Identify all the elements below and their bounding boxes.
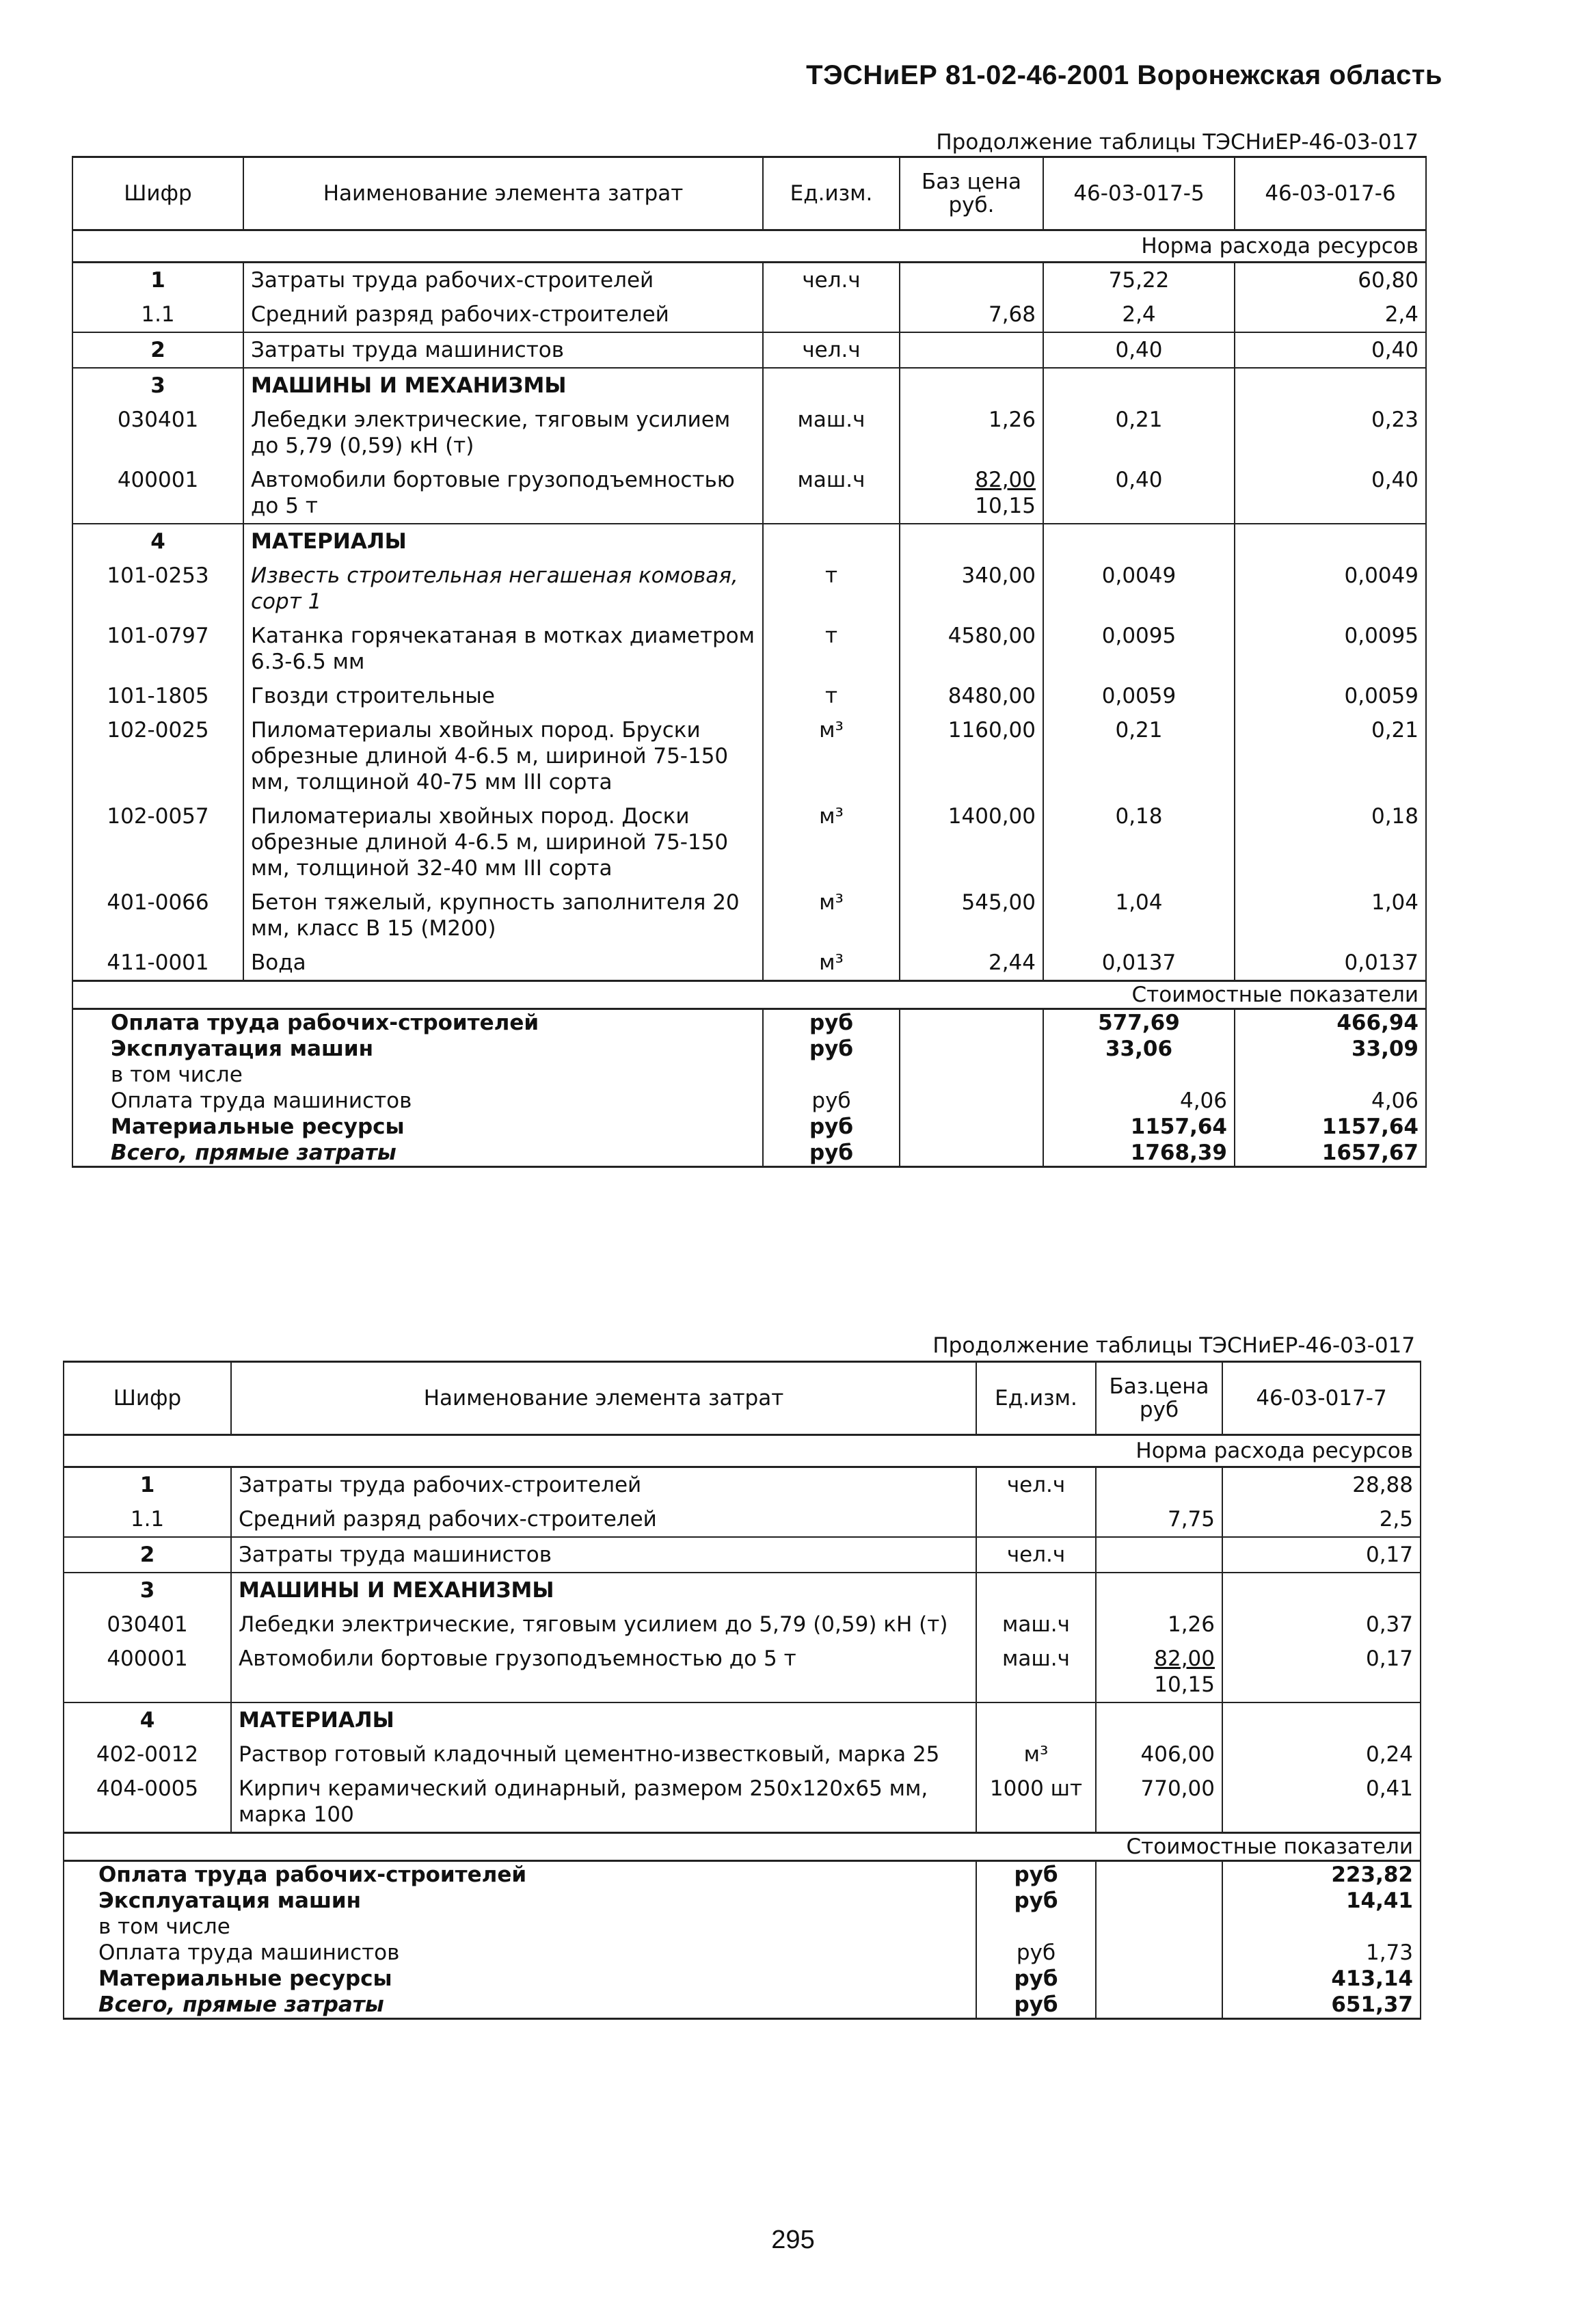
cost-unit: руб: [763, 1009, 900, 1037]
row-value-6: 0,21: [1235, 713, 1426, 799]
row-value-5: 0,40: [1043, 463, 1235, 524]
row-value-7: 0,37: [1222, 1607, 1421, 1642]
row-code: 102-0025: [72, 713, 243, 799]
row-code: 102-0057: [72, 799, 243, 885]
row-price: [900, 263, 1043, 298]
cost-value-5: 1768,39: [1043, 1140, 1235, 1167]
row-name: Вода: [243, 946, 763, 981]
table1-header-col6: 46-03-017-6: [1235, 157, 1426, 230]
table2: [63, 1361, 1421, 2020]
table2-header-row: [64, 1362, 1421, 1435]
row-value-6: 0,0137: [1235, 946, 1426, 981]
table1-header-name: Наименование элемента затрат: [243, 157, 763, 230]
row-price-top: 82,00: [975, 468, 1036, 492]
row-unit: т: [763, 619, 900, 679]
row-name: Бетон тяжелый, крупность заполнителя 20 мм, класс В 15 (М200): [243, 885, 763, 946]
row-unit: чел.ч: [976, 1537, 1096, 1573]
row-unit: маш.ч: [976, 1607, 1096, 1642]
cost-unit: руб: [763, 1036, 900, 1062]
cost-value-6: 466,94: [1235, 1009, 1426, 1037]
row-name: Затраты труда машинистов: [243, 332, 763, 368]
row-value-6: 2,4: [1235, 297, 1426, 332]
row-value-6: 0,0059: [1235, 679, 1426, 713]
table1-cost-label-row: [72, 981, 1426, 1009]
cost-name: Эксплуатация машин: [64, 1888, 976, 1914]
cost-name: Оплата труда рабочих-строителей: [72, 1009, 763, 1037]
row-price: [1096, 1642, 1222, 1702]
row-value-5: 0,0137: [1043, 946, 1235, 981]
row-price: [900, 463, 1043, 524]
row-value-6: 0,40: [1235, 332, 1426, 368]
row-value-5: 0,0059: [1043, 679, 1235, 713]
row-name: Гвозди строительные: [243, 679, 763, 713]
row-code: 2: [72, 332, 243, 368]
row-unit: м³: [763, 713, 900, 799]
row-price: 340,00: [900, 559, 1043, 619]
table-row: [72, 799, 1426, 885]
table-section-row: [64, 1702, 1421, 1737]
cost-name: Материальные ресурсы: [72, 1114, 763, 1140]
row-price-bottom: 10,15: [1154, 1672, 1215, 1697]
cost-row: [64, 1914, 1421, 1940]
row-unit: м³: [763, 799, 900, 885]
table1-header-price: [900, 157, 1043, 230]
row-value-5: 75,22: [1043, 263, 1235, 298]
table-row: [72, 559, 1426, 619]
row-value-6: 0,0095: [1235, 619, 1426, 679]
row-code: 1.1: [64, 1502, 231, 1537]
table-row: [72, 885, 1426, 946]
row-value-7: 0,17: [1222, 1537, 1421, 1573]
row-price: 8480,00: [900, 679, 1043, 713]
row-unit: [976, 1502, 1096, 1537]
section-title: МАТЕРИАЛЫ: [231, 1702, 976, 1737]
table-row: [64, 1737, 1421, 1772]
section-title: МАТЕРИАЛЫ: [243, 524, 763, 559]
row-price-top: 82,00: [1154, 1646, 1215, 1671]
row-unit: [763, 297, 900, 332]
row-price: 1160,00: [900, 713, 1043, 799]
row-name: Затраты труда рабочих-строителей: [231, 1467, 976, 1503]
cost-unit: руб: [976, 1940, 1096, 1966]
table2-continuation-caption: Продолжение таблицы ТЭСНиЕР-46-03-017: [932, 1333, 1415, 1358]
row-price-bottom: 10,15: [975, 494, 1036, 518]
row-value-6: 60,80: [1235, 263, 1426, 298]
row-value-5: 0,40: [1043, 332, 1235, 368]
row-price: [900, 332, 1043, 368]
row-value-5: 0,0049: [1043, 559, 1235, 619]
row-value-6: 0,40: [1235, 463, 1426, 524]
row-value-7: 0,41: [1222, 1772, 1421, 1833]
row-code: 101-1805: [72, 679, 243, 713]
table-row: [72, 679, 1426, 713]
section-code: 3: [64, 1573, 231, 1607]
row-code: 404-0005: [64, 1772, 231, 1833]
table-row: [64, 1467, 1421, 1503]
table-row: [64, 1607, 1421, 1642]
row-price: 4580,00: [900, 619, 1043, 679]
row-price: 770,00: [1096, 1772, 1222, 1833]
row-value-7: 2,5: [1222, 1502, 1421, 1537]
row-code: 400001: [72, 463, 243, 524]
cost-value-7: 413,14: [1222, 1966, 1421, 1992]
row-code: 101-0253: [72, 559, 243, 619]
table1-norm-label: Норма расхода ресурсов: [72, 230, 1426, 263]
row-code: 1: [64, 1467, 231, 1503]
cost-unit: руб: [976, 1966, 1096, 1992]
cost-value-5: 1157,64: [1043, 1114, 1235, 1140]
cost-row: [64, 1940, 1421, 1966]
section-code: 4: [72, 524, 243, 559]
table1-header-price-line2: руб.: [948, 193, 995, 217]
row-name: Раствор готовый кладочный цементно-известковый, марка 25: [231, 1737, 976, 1772]
cost-name: в том числе: [64, 1914, 976, 1940]
row-value-6: 1,04: [1235, 885, 1426, 946]
table1-norm-row: [72, 230, 1426, 263]
row-value-6: 0,18: [1235, 799, 1426, 885]
row-price: 7,75: [1096, 1502, 1222, 1537]
row-code: 1.1: [72, 297, 243, 332]
section-title: МАШИНЫ И МЕХАНИЗМЫ: [231, 1573, 976, 1607]
row-unit: т: [763, 679, 900, 713]
row-unit: маш.ч: [763, 463, 900, 524]
row-unit: м³: [976, 1737, 1096, 1772]
table-row: [72, 332, 1426, 368]
row-unit: 1000 шт: [976, 1772, 1096, 1833]
cost-row: [64, 1888, 1421, 1914]
row-price: 7,68: [900, 297, 1043, 332]
table2-header-price-line2: руб: [1139, 1398, 1179, 1422]
row-price: 2,44: [900, 946, 1043, 981]
row-name: Пиломатериалы хвойных пород. Бруски обрезные длиной 4-6.5 м, шириной 75-150 мм, толщиной 40-75 мм III сорта: [243, 713, 763, 799]
cost-value-7: 223,82: [1222, 1861, 1421, 1888]
row-code: 030401: [72, 403, 243, 463]
table-row: [72, 713, 1426, 799]
cost-value-6: 33,09: [1235, 1036, 1426, 1062]
row-value-7: 0,17: [1222, 1642, 1421, 1702]
row-code: 030401: [64, 1607, 231, 1642]
cost-row: [72, 1140, 1426, 1167]
row-unit: чел.ч: [976, 1467, 1096, 1503]
cost-name: Всего, прямые затраты: [64, 1992, 976, 2019]
row-code: 401-0066: [72, 885, 243, 946]
row-price: 545,00: [900, 885, 1043, 946]
table1: [72, 156, 1427, 1168]
table-row: [72, 263, 1426, 298]
page-header-title: ТЭСНиЕР 81-02-46-2001 Воронежская область: [806, 60, 1442, 90]
cost-value-7: 651,37: [1222, 1992, 1421, 2019]
row-name: Пиломатериалы хвойных пород. Доски обрезные длиной 4-6.5 м, шириной 75-150 мм, толщиной 32-40 мм III сорта: [243, 799, 763, 885]
row-price: [1096, 1537, 1222, 1573]
row-unit: м³: [763, 885, 900, 946]
cost-row: [64, 1861, 1421, 1888]
cost-value-5: 33,06: [1043, 1036, 1235, 1062]
cost-unit: руб: [976, 1888, 1096, 1914]
row-name: Затраты труда рабочих-строителей: [243, 263, 763, 298]
table-row: [72, 946, 1426, 981]
row-unit: т: [763, 559, 900, 619]
table-row: [72, 297, 1426, 332]
cost-value-5: 4,06: [1043, 1088, 1235, 1114]
row-value-5: 1,04: [1043, 885, 1235, 946]
table-row: [64, 1537, 1421, 1573]
cost-row: [72, 1114, 1426, 1140]
page-number: 295: [771, 2226, 815, 2254]
row-code: 400001: [64, 1642, 231, 1702]
cost-value-6: 4,06: [1235, 1088, 1426, 1114]
cost-unit: руб: [763, 1088, 900, 1114]
table-row: [64, 1642, 1421, 1702]
row-unit: чел.ч: [763, 332, 900, 368]
cost-value-7: 1,73: [1222, 1940, 1421, 1966]
table2-header-price: [1096, 1362, 1222, 1435]
cost-row: [64, 1966, 1421, 1992]
row-value-6: 0,23: [1235, 403, 1426, 463]
table-section-row: [72, 368, 1426, 403]
table2-cost-label: Стоимостные показатели: [64, 1833, 1421, 1861]
cost-row: [72, 1036, 1426, 1062]
table1-cost-label: Стоимостные показатели: [72, 981, 1426, 1009]
table2-header-price-line1: Баз.цена: [1109, 1374, 1209, 1399]
row-code: 402-0012: [64, 1737, 231, 1772]
cost-unit: руб: [763, 1114, 900, 1140]
cost-name: Материальные ресурсы: [64, 1966, 976, 1992]
cost-row: [72, 1009, 1426, 1037]
row-value-5: 0,21: [1043, 713, 1235, 799]
row-price: 406,00: [1096, 1737, 1222, 1772]
row-unit: чел.ч: [763, 263, 900, 298]
row-name: Лебедки электрические, тяговым усилием до 5,79 (0,59) кН (т): [231, 1607, 976, 1642]
row-name: Автомобили бортовые грузоподъемностью до 5 т: [231, 1642, 976, 1702]
table1-header-code: Шифр: [72, 157, 243, 230]
cost-value-6: 1157,64: [1235, 1114, 1426, 1140]
table1-header-price-line1: Баз цена: [921, 170, 1022, 194]
table-row: [72, 403, 1426, 463]
row-name: Затраты труда машинистов: [231, 1537, 976, 1573]
row-name: Кирпич керамический одинарный, размером 250х120х65 мм, марка 100: [231, 1772, 976, 1833]
section-code: 3: [72, 368, 243, 403]
row-value-5: 2,4: [1043, 297, 1235, 332]
row-price: 1,26: [900, 403, 1043, 463]
cost-row: [72, 1062, 1426, 1088]
row-unit: маш.ч: [976, 1642, 1096, 1702]
cost-value-6: 1657,67: [1235, 1140, 1426, 1167]
row-price: 1,26: [1096, 1607, 1222, 1642]
row-value-7: 0,24: [1222, 1737, 1421, 1772]
cost-unit: руб: [763, 1140, 900, 1167]
table-row: [64, 1502, 1421, 1537]
section-code: 4: [64, 1702, 231, 1737]
cost-name: Оплата труда машинистов: [72, 1088, 763, 1114]
row-value-5: 0,21: [1043, 403, 1235, 463]
table2-header-col7: 46-03-017-7: [1222, 1362, 1421, 1435]
table-row: [72, 463, 1426, 524]
row-name: Автомобили бортовые грузоподъемностью до 5 т: [243, 463, 763, 524]
table2-norm-label: Норма расхода ресурсов: [64, 1435, 1421, 1467]
table2-cost-label-row: [64, 1833, 1421, 1861]
row-unit: маш.ч: [763, 403, 900, 463]
row-value-6: 0,0049: [1235, 559, 1426, 619]
row-code: 101-0797: [72, 619, 243, 679]
row-name: Лебедки электрические, тяговым усилием до 5,79 (0,59) кН (т): [243, 403, 763, 463]
cost-name: Оплата труда рабочих-строителей: [64, 1861, 976, 1888]
table2-norm-row: [64, 1435, 1421, 1467]
row-name: Катанка горячекатаная в мотках диаметром 6.3-6.5 мм: [243, 619, 763, 679]
table-row: [64, 1772, 1421, 1833]
row-price: 1400,00: [900, 799, 1043, 885]
cost-row: [72, 1088, 1426, 1114]
cost-name: в том числе: [72, 1062, 763, 1088]
row-value-7: 28,88: [1222, 1467, 1421, 1503]
row-name: Средний разряд рабочих-строителей: [231, 1502, 976, 1537]
cost-unit: руб: [976, 1992, 1096, 2019]
table2-header-name: Наименование элемента затрат: [231, 1362, 976, 1435]
row-code: 411-0001: [72, 946, 243, 981]
table-row: [72, 619, 1426, 679]
row-name: Известь строительная негашеная комовая, сорт 1: [243, 559, 763, 619]
row-code: 1: [72, 263, 243, 298]
section-title: МАШИНЫ И МЕХАНИЗМЫ: [243, 368, 763, 403]
cost-name: Оплата труда машинистов: [64, 1940, 976, 1966]
cost-value-7: 14,41: [1222, 1888, 1421, 1914]
row-value-5: 0,0095: [1043, 619, 1235, 679]
row-unit: м³: [763, 946, 900, 981]
cost-name: Всего, прямые затраты: [72, 1140, 763, 1167]
table1-header-row: [72, 157, 1426, 230]
row-price: [1096, 1467, 1222, 1503]
row-value-5: 0,18: [1043, 799, 1235, 885]
table-section-row: [72, 524, 1426, 559]
cost-name: Эксплуатация машин: [72, 1036, 763, 1062]
table2-header-unit: Ед.изм.: [976, 1362, 1096, 1435]
table1-header-col5: 46-03-017-5: [1043, 157, 1235, 230]
row-name: Средний разряд рабочих-строителей: [243, 297, 763, 332]
table-section-row: [64, 1573, 1421, 1607]
table1-header-unit: Ед.изм.: [763, 157, 900, 230]
table1-continuation-caption: Продолжение таблицы ТЭСНиЕР-46-03-017: [936, 130, 1419, 155]
cost-row: [64, 1992, 1421, 2019]
row-code: 2: [64, 1537, 231, 1573]
table2-header-code: Шифр: [64, 1362, 231, 1435]
cost-unit: руб: [976, 1861, 1096, 1888]
cost-value-5: 577,69: [1043, 1009, 1235, 1037]
